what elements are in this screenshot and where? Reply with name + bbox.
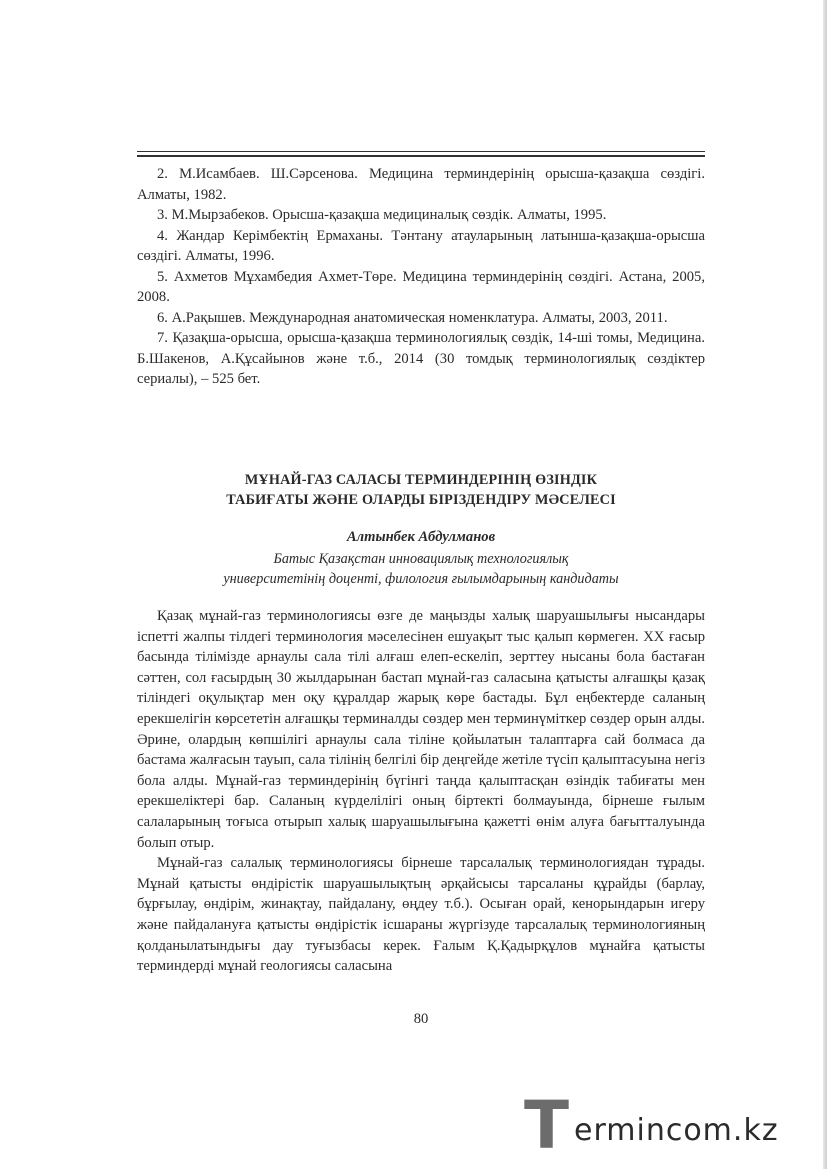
- affiliation-line: университетінің доценті, филология ғылымдарының кандидаты: [223, 571, 619, 587]
- page-edge-shadow: [823, 0, 827, 1169]
- body-paragraph: Қазақ мұнай-газ терминологиясы өзге де маңызды халық шаруашылығы нысандары іспетті жалпы тілдегі терминология мәселесінен ешуақыт тыс қалып көрмеген. ХХ ғасыр басында тілімізде арнаулы сала тілі алғаш елеп-ескеліп, зерттеу нысаны бола бастаған сәттен, сол ғасырдың 30 жылдарынан бастап мұнай-газ саласына қатысты алғашқы қазақ тіліндегі оқулықтар мен оқу құралдар жарық көре бастады. Бұл еңбектерде саланың ерекшелігін көрсететін алғашқы терминалды сөздер мен терминүміткер сөздер орын алды. Әрине, олардың көпшілігі арнаулы сала тіліне қойылатын талаптарға сай болмаса да бастама жалғасын тауып, сала тілінің белгілі бір деңгейде жетіле түсіп қалыптасуына негіз бола алды. Мұнай-газ терминдерінің бүгінгі таңда қалыптасқан өзіндік табиғаты мен ерекшеліктері бар. Саланың күрделілігі оның біртекті болмауында, бірнеше ғылым салаларының тоғыса отырып халық шаруашылығына қажетті өнім алуға бағытталуында болып отыр.: [137, 608, 705, 851]
- references-list: [137, 164, 705, 390]
- article-title-line: МҰНАЙ-ГАЗ САЛАСЫ ТЕРМИНДЕРІНІҢ ӨЗІНДІК: [244, 472, 598, 488]
- termincom-logo: [524, 1087, 814, 1164]
- reference-item: 2. М.Исамбаев. Ш.Сәрсенова. Медицина терминдерінің орысша-қазақша сөздігі. Алматы, 1982.: [137, 166, 705, 203]
- article-body: [137, 606, 705, 977]
- logo-wordmark: ermincom.kz: [574, 1113, 779, 1148]
- reference-item: 6. А.Рақышев. Международная анатомическая номенклатура. Алматы, 2003, 2011.: [157, 309, 668, 326]
- reference-item: 4. Жандар Керімбектің Ермаханы. Тәнтану атауларының латынша-қазақша-орысша сөздігі. Алматы, 1996.: [137, 227, 705, 264]
- article-title-line: ТАБИҒАТЫ ЖӘНЕ ОЛАРДЫ БІРІЗДЕНДІРУ МӘСЕЛЕСІ: [226, 492, 616, 508]
- affiliation-line: Батыс Қазақстан инновациялық технологиялық: [273, 551, 569, 567]
- top-divider: [137, 151, 705, 157]
- body-paragraph: Мұнай-газ салалық терминологиясы бірнеше тарсалалық терминологиядан тұрады. Мұнай қатысты өндірістік шаруашылықтың әрқайсысы тарсаланы құрайды (барлау, бұрғылау, өндірім, жинақтау, пайдалану, өңдеу т.б.). Осыған орай, кенорындарын игеру және пайдалануға қатысты өндірістік ісшараны жүргізуде тарсалалық терминологияның қолданылатындығы дау туғызбасы керек. Ғалым Қ.Қадырқұлов мұнайға қатысты терминдерді мұнай геологиясы саласына: [137, 855, 705, 975]
- article-title: [137, 470, 705, 510]
- reference-item: 7. Қазақша-орысша, орысша-қазақша терминологиялық сөздік, 14-ші томы, Медицина. Б.Шакенов, А.Құсайынов және т.б., 2014 (30 томдық терминологиялық сөздіктер сериалы), – 525 бет.: [137, 330, 705, 387]
- article-author: Алтынбек Абдулманов: [346, 529, 496, 545]
- page-number: 80: [413, 1011, 429, 1027]
- author-affiliation: [137, 549, 705, 589]
- reference-item: 3. М.Мырзабеков. Орысша-қазақша медициналық сөздік. Алматы, 1995.: [157, 207, 607, 223]
- logo-letter: T: [524, 1087, 570, 1164]
- reference-item: 5. Ахметов Мұхамбедия Ахмет-Төре. Медицина терминдерінің сөздігі. Астана, 2005, 2008.: [137, 268, 705, 305]
